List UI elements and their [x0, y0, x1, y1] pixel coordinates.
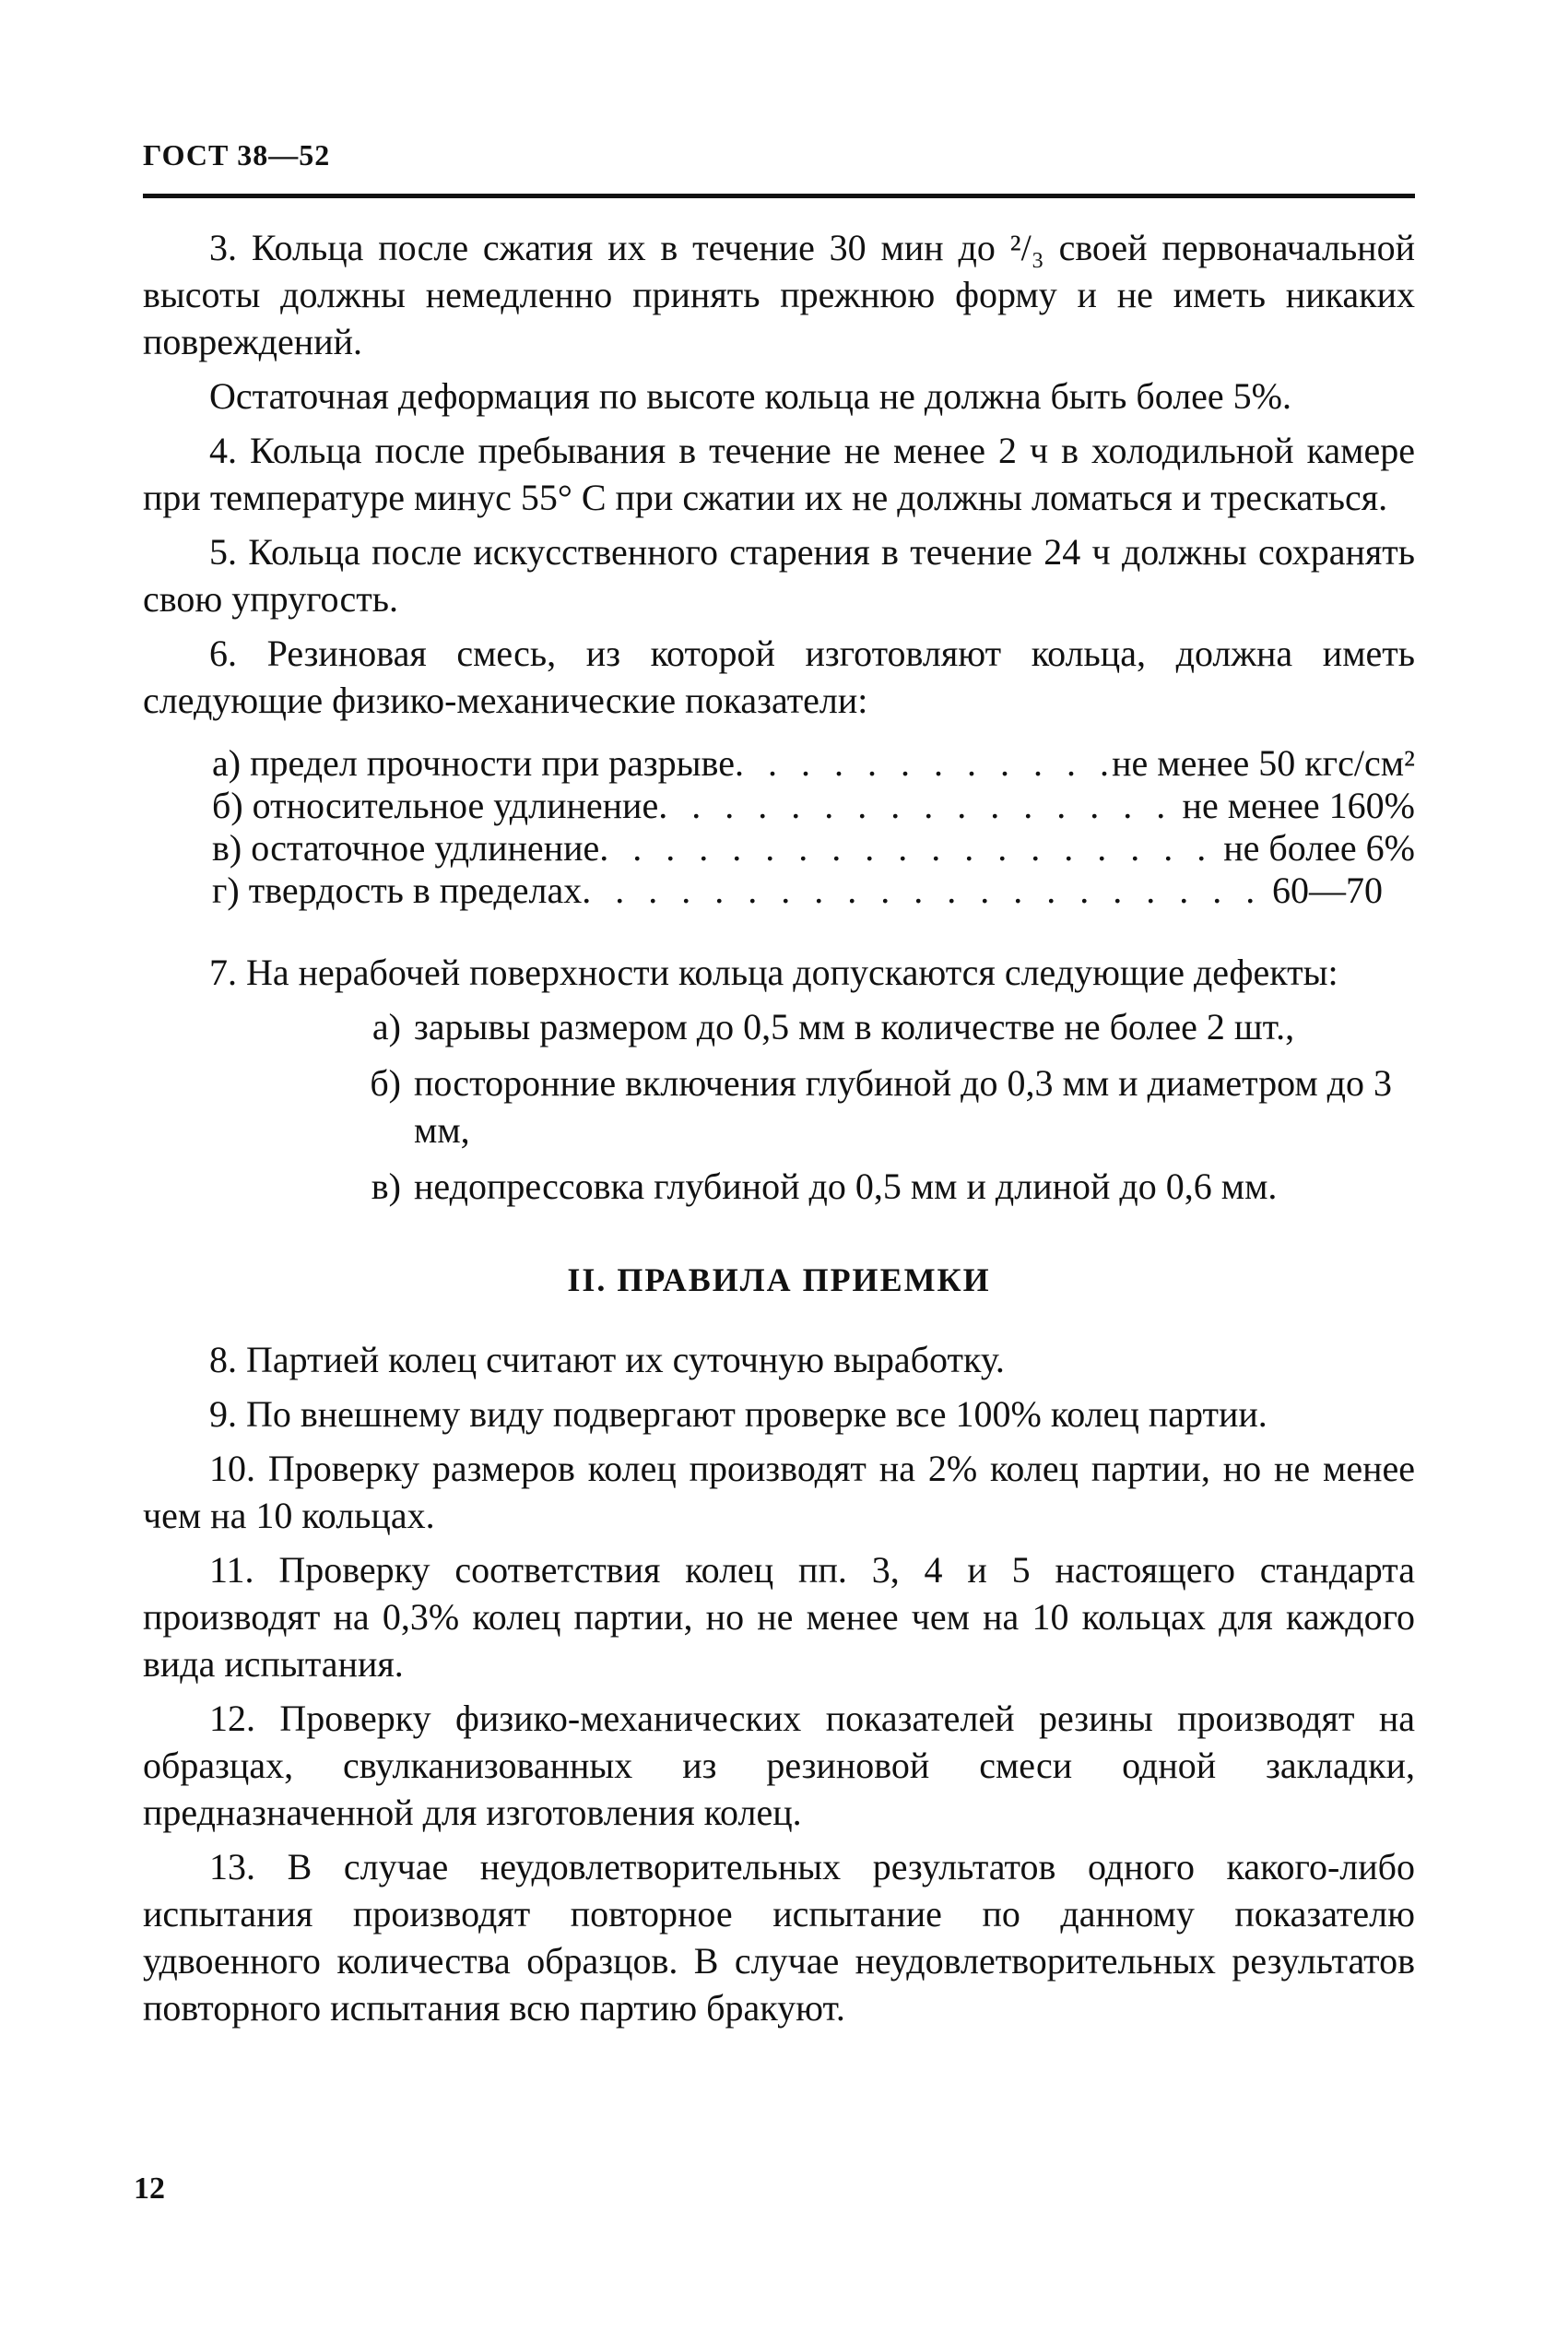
page-number: 12 — [134, 2171, 165, 2206]
paragraph-4: 4. Кольца после пребывания в течение не менее 2 ч в холодильной камере при температуре минус 55° С при сжатии их не должны ломаться и трескаться. — [143, 430, 1415, 518]
paragraph-10: 10. Проверку размеров колец производят на 2% колец партии, но не менее чем на 10 кольцах. — [143, 1448, 1415, 1536]
defect-item — [143, 1003, 1415, 1050]
property-row — [212, 742, 1415, 785]
paragraph-3-deformation: Остаточная деформация по высоте кольца не должна быть более 5%. — [209, 375, 1292, 417]
defects-list — [143, 1003, 1415, 1210]
property-row — [212, 785, 1415, 827]
paragraph-8: 8. Партией колец считают их суточную выработку. — [209, 1339, 1005, 1380]
paragraph-5: 5. Кольца после искусственного старения в течение 24 ч должны сохранять свою упругость. — [143, 531, 1415, 620]
document-page — [143, 138, 1415, 2039]
paragraph-11: 11. Проверку соответствия колец пп. 3, 4 и 5 настоящего стандарта производят на 0,3% колец партии, но не менее чем на 10 кольцах для каждого вида испытания. — [143, 1549, 1415, 1685]
paragraph-6: 6. Резиновая смесь, из которой изготовляют кольца, должна иметь следующие физико-механические показатели: — [143, 633, 1415, 721]
property-value: не менее 160% — [1182, 785, 1415, 826]
defect-item — [143, 1163, 1415, 1210]
page-header: ГОСТ 38—52 — [143, 138, 331, 172]
property-row — [212, 827, 1415, 870]
paragraph-13: 13. В случае неудовлетворительных результатов одного какого-либо испытания производят повторное испытание по данному показателю удвоенного количества образцов. В случае неудовлетворительных результатов повторного испытания всю партию бракуют. — [143, 1846, 1415, 2029]
property-label: г) твердость в пределах — [212, 870, 583, 911]
property-label: б) относительное удлинение — [212, 785, 659, 826]
defect-text: зарывы размером до 0,5 мм в количестве не более 2 шт., — [414, 1006, 1295, 1047]
property-value: 60—70 — [1272, 870, 1383, 911]
paragraph-12: 12. Проверку физико-механических показателей резины производят на образцах, свулканизованных из резиновой смеси одной закладки, предназначенной для изготовления колец. — [143, 1698, 1415, 1833]
defect-letter: б) — [370, 1062, 401, 1104]
defect-text: посторонние включения глубиной до 0,3 мм и диаметром до 3 мм, — [414, 1062, 1393, 1151]
property-row — [212, 870, 1415, 912]
defect-letter: а) — [371, 1006, 401, 1047]
properties-list — [212, 742, 1415, 912]
property-value: не менее 50 кгс/см² — [1112, 742, 1415, 784]
paragraph-7: 7. На нерабочей поверхности кольца допускаются следующие дефекты: — [209, 952, 1338, 993]
property-label: а) предел прочности при разрыве — [212, 742, 735, 784]
defect-item — [143, 1059, 1415, 1154]
defect-text: недопрессовка глубиной до 0,5 мм и длиной до 0,6 мм. — [414, 1166, 1278, 1207]
property-value: не более 6% — [1223, 827, 1415, 869]
paragraph-9: 9. По внешнему виду подвергают проверке все 100% колец партии. — [209, 1393, 1267, 1435]
property-label: в) остаточное удлинение — [212, 827, 600, 869]
section-title: II. ПРАВИЛА ПРИЕМКИ — [567, 1261, 991, 1298]
header-rule — [143, 194, 1415, 198]
defect-letter: в) — [371, 1166, 401, 1207]
paragraph-3: 3. Кольца после сжатия их в течение 30 мин до ²/₃ своей первоначальной высоты должны немедленно принять прежнюю форму и не иметь никаких повреждений. — [143, 227, 1415, 362]
